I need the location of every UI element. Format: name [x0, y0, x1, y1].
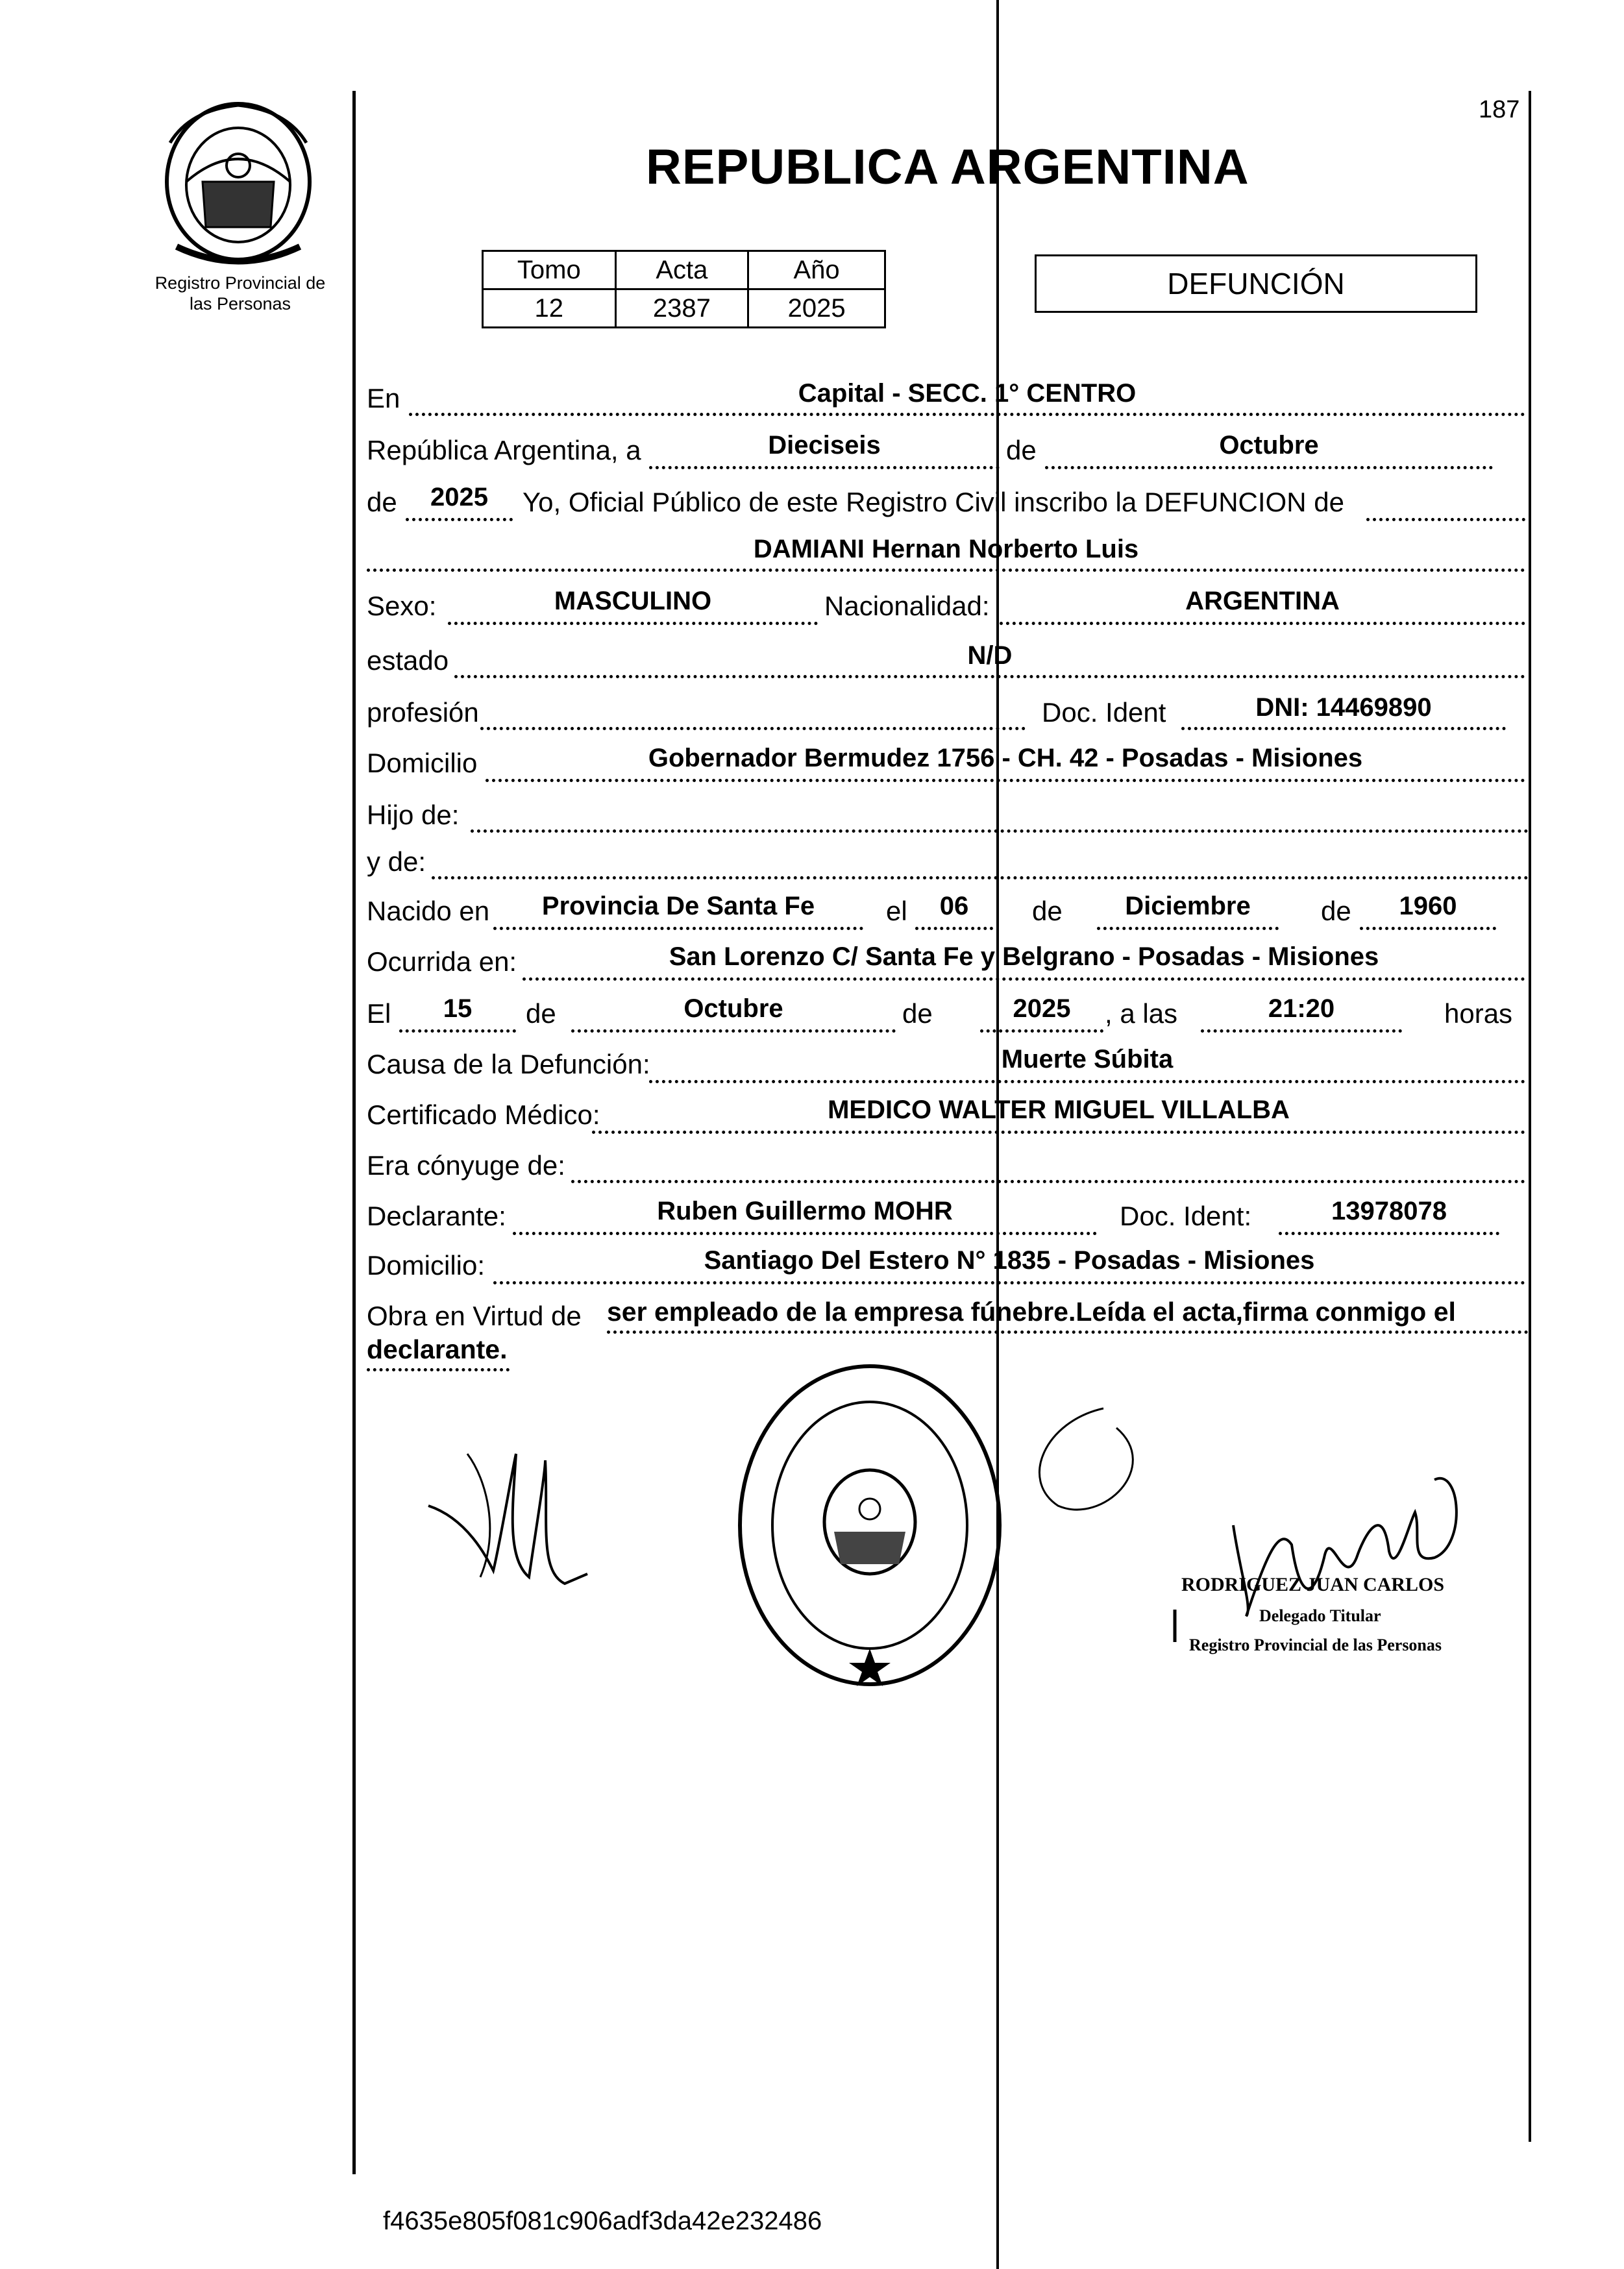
estado-value: N/D: [967, 641, 1013, 670]
registry-name-line2: las Personas: [189, 294, 291, 313]
birth-year-dots: [1360, 927, 1496, 930]
estado-label: estado: [367, 645, 449, 676]
sexo-label: Sexo:: [367, 591, 437, 621]
ocurrida-label: Ocurrida en:: [367, 946, 517, 977]
doc-ident-dots: [1181, 727, 1506, 730]
day-dots: [649, 466, 1000, 469]
decl-domicilio-value: Santiago Del Estero N° 1835 - Posadas - Misiones: [704, 1246, 1315, 1275]
month-value: Octubre: [1219, 431, 1319, 460]
death-year: 2025: [1013, 994, 1071, 1023]
alas-label: , a las: [1105, 998, 1178, 1029]
birth-month: Diciembre: [1125, 892, 1251, 920]
en-dots: [409, 413, 1525, 416]
nacido-label: Nacido en: [367, 896, 490, 926]
decl-doc-dots: [1279, 1232, 1499, 1235]
obra-dots-1: [607, 1331, 1529, 1334]
causa-value: Muerte Súbita: [1001, 1045, 1174, 1073]
declarant-signature: [415, 1428, 610, 1597]
nacionalidad-value: ARGENTINA: [1185, 587, 1340, 615]
certificado-dots: [592, 1131, 1525, 1134]
yde-label: y de:: [367, 846, 426, 877]
year-dots: [406, 518, 513, 521]
death-day-dots: [399, 1029, 516, 1033]
yo-text: Yo, Oficial Público de este Registro Civil inscribo la DEFUNCION de: [523, 487, 1344, 517]
death-year-dots: [980, 1029, 1103, 1033]
death-month-dots: [571, 1029, 896, 1033]
conyuge-dots: [571, 1180, 1525, 1183]
registry-name-line1: Registro Provincial de: [154, 273, 326, 293]
birth-year: 1960: [1399, 892, 1457, 920]
page-title: REPUBLICA ARGENTINA: [646, 140, 1249, 195]
official-office: Registro Provincial de las Personas: [1189, 1636, 1442, 1654]
official-stamp: [733, 1356, 1006, 1694]
ocurrida-value: San Lorenzo C/ Santa Fe y Belgrano - Posadas - Misiones: [669, 942, 1379, 971]
domicilio-dots: [486, 779, 1525, 782]
obra-dots-2: [367, 1368, 510, 1371]
death-time-dots: [1201, 1029, 1402, 1033]
de-label-5: de: [526, 998, 556, 1029]
de-label-3: de: [1032, 896, 1063, 926]
birth-month-dots: [1097, 927, 1279, 930]
profesion-dots: [480, 727, 1026, 730]
yde-dots: [432, 876, 1529, 879]
year-value: 2025: [430, 483, 488, 511]
doc-ident-label: Doc. Ident: [1042, 697, 1166, 728]
anio-label: Año: [748, 251, 885, 289]
month-dots: [1045, 466, 1493, 469]
nacido-value: Provincia De Santa Fe: [541, 892, 815, 920]
sexo-value: MASCULINO: [554, 587, 712, 615]
obra-value-line2: declarante.: [367, 1334, 508, 1364]
certificado-label: Certificado Médico:: [367, 1099, 600, 1130]
birth-day-dots: [915, 927, 993, 930]
acta-label: Acta: [615, 251, 748, 289]
death-time: 21:20: [1268, 994, 1335, 1023]
estado-dots: [454, 675, 1525, 678]
de-label-1: de: [1006, 435, 1037, 465]
death-day: 15: [443, 994, 473, 1023]
decl-doc-value: 13978078: [1331, 1197, 1447, 1225]
decl-doc-label: Doc. Ident:: [1120, 1201, 1252, 1231]
page-number: 187: [1479, 96, 1520, 123]
en-label: En: [367, 383, 400, 413]
nacido-dots: [493, 927, 863, 930]
scan-fold-line: [996, 0, 999, 2269]
hijo-label: Hijo de:: [367, 800, 460, 830]
obra-label: Obra en Virtud de: [367, 1301, 582, 1331]
profesion-label: profesión: [367, 697, 479, 728]
name-dots: [367, 569, 1525, 572]
decl-domicilio-label: Domicilio:: [367, 1250, 486, 1281]
misiones-seal-logo: [151, 97, 326, 266]
rep-label: República Argentina, a: [367, 435, 641, 465]
conyuge-label: Era cónyuge de:: [367, 1150, 565, 1181]
official-name: RODRIGUEZ JUAN CARLOS: [1181, 1574, 1445, 1595]
certificado-value: MEDICO WALTER MIGUEL VILLALBA: [828, 1096, 1290, 1124]
death-month: Octubre: [683, 994, 783, 1023]
record-table: [482, 250, 886, 328]
ocurrida-dots: [523, 977, 1525, 981]
declarante-dots: [513, 1232, 1097, 1235]
tomo-value: 12: [483, 289, 616, 328]
right-border-rule: [1529, 91, 1531, 2142]
declarante-value: Ruben Guillermo MOHR: [657, 1197, 953, 1225]
tomo-label: Tomo: [483, 251, 616, 289]
de-label-4: de: [1321, 896, 1351, 926]
El-label: El: [367, 998, 391, 1029]
acta-value: 2387: [615, 289, 748, 328]
left-margin-rule: [352, 91, 356, 2174]
de-label-2: de: [367, 487, 397, 517]
en-value: Capital - SECC. 1° CENTRO: [798, 379, 1137, 408]
day-value: Dieciseis: [768, 431, 881, 460]
obra-value-line1: ser empleado de la empresa fúnebre.Leída el acta,firma conmigo el: [607, 1297, 1456, 1327]
causa-dots: [649, 1080, 1525, 1083]
birth-day: 06: [939, 892, 969, 920]
domicilio-value: Gobernador Bermudez 1756 - CH. 42 - Posadas - Misiones: [648, 744, 1363, 772]
decl-domicilio-dots: [493, 1281, 1525, 1284]
nacionalidad-label: Nacionalidad:: [824, 591, 990, 621]
hijo-dots: [471, 829, 1529, 833]
deceased-name: DAMIANI Hernan Norberto Luis: [753, 535, 1139, 563]
record-type-box: DEFUNCIÓN: [1035, 254, 1477, 313]
horas-label: horas: [1444, 998, 1513, 1029]
doc-ident-value: DNI: 14469890: [1255, 693, 1432, 722]
registry-name: [136, 273, 344, 314]
domicilio-label: Domicilio: [367, 748, 478, 778]
de-label-6: de: [902, 998, 933, 1029]
official-role: Delegado Titular: [1259, 1606, 1381, 1625]
el-label: el: [886, 896, 907, 926]
yo-dots: [1366, 518, 1525, 521]
causa-label: Causa de la Defunción:: [367, 1049, 650, 1079]
declarante-label: Declarante:: [367, 1201, 506, 1231]
sexo-dots: [448, 622, 818, 625]
anio-value: 2025: [748, 289, 885, 328]
document-hash: f4635e805f081c906adf3da42e232486: [383, 2207, 822, 2235]
nacionalidad-dots: [1000, 622, 1525, 625]
